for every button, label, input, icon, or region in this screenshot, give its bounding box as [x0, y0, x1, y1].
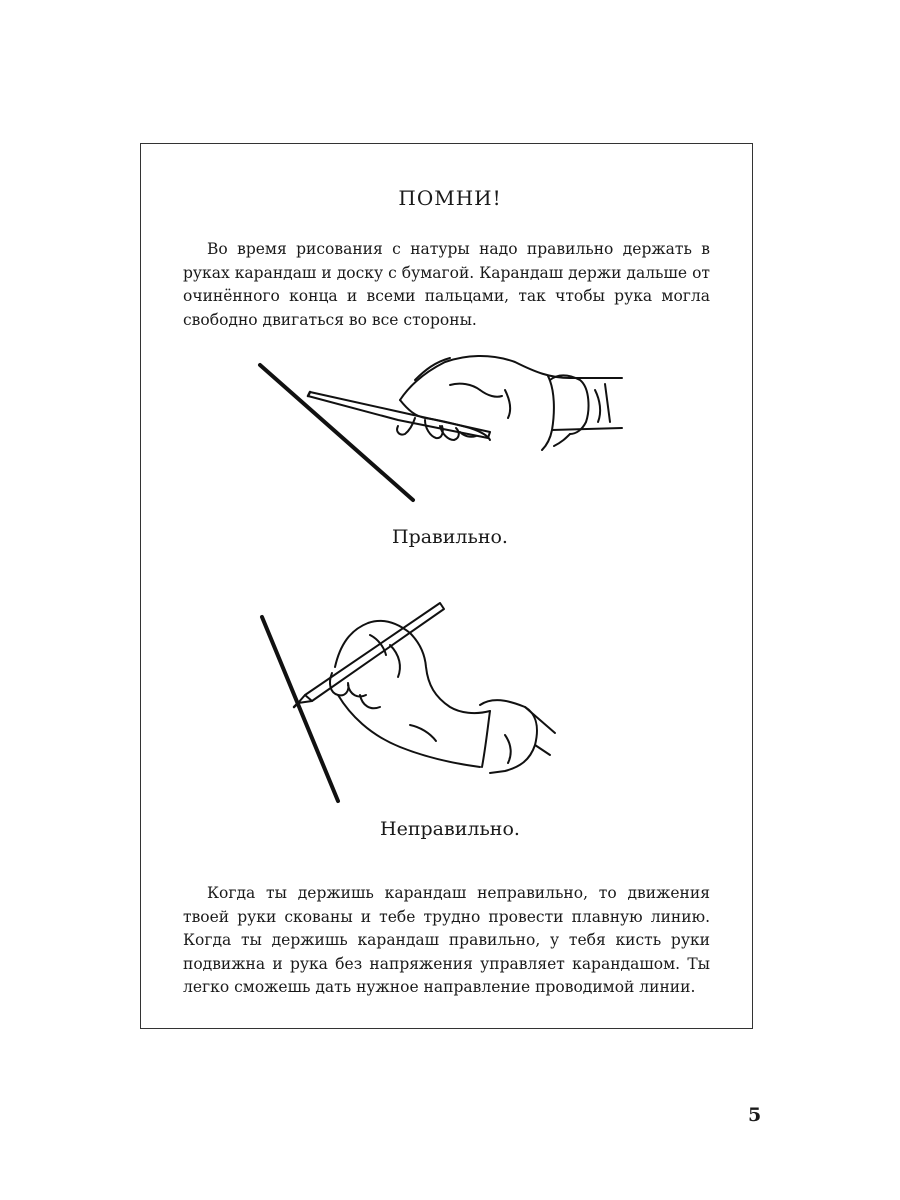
page-number: 5	[748, 1104, 762, 1126]
page-title: ПОМНИ!	[398, 186, 502, 210]
caption-correct: Правильно.	[392, 526, 508, 548]
incorrect-grip-illustration	[250, 595, 570, 805]
correct-grip-illustration	[250, 350, 630, 510]
intro-paragraph: Во время рисования с натуры надо правильно держать в руках карандаш и доску с бумагой. Карандаш держи дальше от очинённого конца и всеми пальцами, так чтобы рука могла свободно двигаться во все стороны.	[183, 240, 710, 329]
closing-paragraph: Когда ты держишь карандаш неправильно, то движения твоей руки скованы и тебе трудно провести плавную линию. Когда ты держишь карандаш правильно, у тебя кисть руки подвижна и рука без напряжения управляет карандашом. Ты легко сможешь дать нужное направление проводимой линии.	[183, 884, 710, 996]
caption-incorrect: Неправильно.	[380, 818, 520, 840]
